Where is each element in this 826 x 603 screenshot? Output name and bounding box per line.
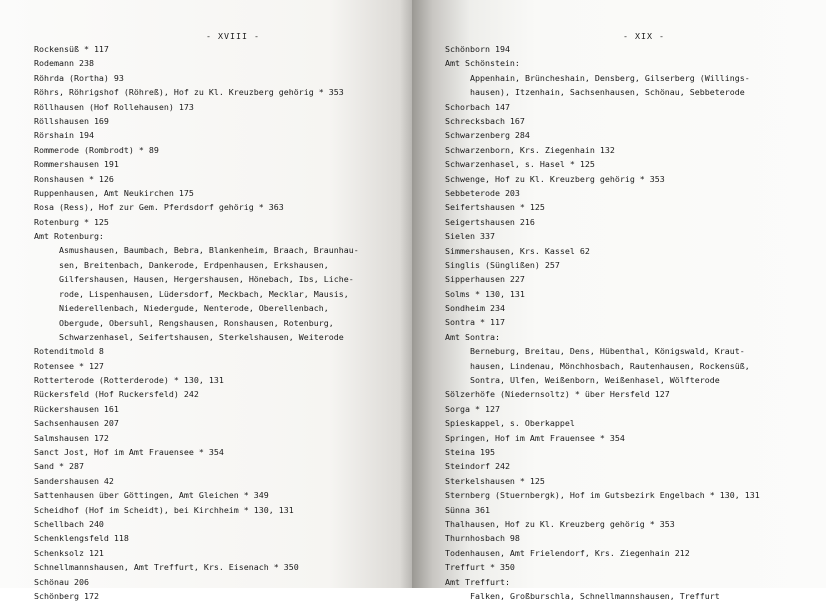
index-entry: Röllshausen 169: [34, 115, 109, 126]
index-entry: Ronshausen * 126: [34, 173, 114, 184]
index-entry: Solms * 130, 131: [445, 288, 525, 299]
index-entry: Sünna 361: [445, 504, 490, 515]
index-entry: Sternberg (Stuernbergk), Hof im Gutsbezirk Engelbach * 130, 131: [445, 490, 760, 501]
index-entry: Sontra * 117: [445, 317, 505, 328]
index-entry: Schwarzenberg 284: [445, 130, 530, 141]
index-entry: Schwarzenhasel, s. Hasel * 125: [445, 159, 595, 170]
district-heading: Amt Treffurt:: [445, 576, 510, 587]
member-line: Niederellenbach, Niedergude, Nenterode, Oberellenbach,: [59, 303, 329, 314]
index-entry: Rückersfeld (Hof Ruckersfeld) 242: [34, 389, 199, 400]
index-entry: Sanct Jost, Hof im Amt Frauensee * 354: [34, 447, 224, 458]
index-entry: Rückershausen 161: [34, 403, 119, 414]
member-line: hausen, Lindenau, Mönchhosbach, Rautenhausen, Rockensüß,: [470, 360, 750, 371]
index-entry: Seifertshausen * 125: [445, 202, 545, 213]
index-entry: Rörshain 194: [34, 130, 94, 141]
index-entry: Sondheim 234: [445, 303, 505, 314]
page-number: - XIX -: [623, 31, 665, 41]
member-line: Asmushausen, Baumbach, Bebra, Blankenheim, Braach, Braunhau-: [59, 245, 359, 256]
district-members: [445, 71, 800, 100]
index-entry: Salmshausen 172: [34, 432, 109, 443]
index-entry: Schwarzenborn, Krs. Ziegenhain 132: [445, 144, 615, 155]
index-entry: Todenhausen, Amt Frielendorf, Krs. Ziegenhain 212: [445, 547, 690, 558]
index-entry: Sölzerhöfe (Niedernsoltz) * über Hersfeld 127: [445, 389, 670, 400]
member-line: hausen), Itzenhain, Sachsenhausen, Schönau, Sebbeterode: [470, 87, 745, 98]
index-entry: Rosa (Ress), Hof zur Gem. Pferdsdorf gehörig * 363: [34, 202, 284, 213]
index-entry: Rotenburg * 125: [34, 216, 109, 227]
index-entry: Schönberg 172: [34, 590, 99, 601]
member-line: rode, Lispenhausen, Lüdersdorf, Meckbach, Mecklar, Mausis,: [59, 288, 349, 299]
page-number: - XVIII -: [206, 31, 260, 41]
index-entry: Sand * 287: [34, 461, 84, 472]
index-entry: Schorbach 147: [445, 101, 510, 112]
district-members: [34, 243, 389, 344]
index-entry: Rommershausen 191: [34, 159, 119, 170]
member-line: Gilfershausen, Hausen, Hergershausen, Hönebach, Ibs, Liche-: [59, 274, 354, 285]
index-entry: Sielen 337: [445, 231, 495, 242]
index-entry: Rommerode (Rombrodt) * 89: [34, 144, 159, 155]
index-entry: Sachsenhausen 207: [34, 418, 119, 429]
index-entry: Rotenditmold 8: [34, 346, 104, 357]
right-page: [412, 0, 826, 601]
index-entry: Singlis (Sünglißen) 257: [445, 259, 560, 270]
member-line: Obergude, Obersuhl, Rengshausen, Ronshausen, Rotenburg,: [59, 317, 334, 328]
district-heading: Amt Rotenburg:: [34, 231, 104, 242]
member-line: Appenhain, Brüncheshain, Densberg, Gilserberg (Willings-: [470, 72, 750, 83]
index-entry: Röhrda (Rortha) 93: [34, 72, 124, 83]
index-entry: Sebbeterode 203: [445, 187, 520, 198]
index-entry: Ruppenhausen, Amt Neukirchen 175: [34, 187, 194, 198]
index-entry: Rockensüß * 117: [34, 44, 109, 54]
index-entry: Seigertshausen 216: [445, 216, 535, 227]
member-line: Sontra, Ulfen, Weißenborn, Weißenhasel, Wölfterode: [470, 375, 720, 386]
index-entry: Sterkelshausen * 125: [445, 475, 545, 486]
index-entry: Steina 195: [445, 447, 495, 458]
index-entry: Sandershausen 42: [34, 475, 114, 486]
member-line: sen, Breitenbach, Dankerode, Erdpenhausen, Erkshausen,: [59, 259, 329, 270]
index-entry: Röhrs, Röhrigshof (Röhreß), Hof zu Kl. Kreuzberg gehörig * 353: [34, 87, 344, 98]
index-entry: Schönau 206: [34, 576, 89, 587]
index-entry: Schnellmannshausen, Amt Treffurt, Krs. Eisenach * 350: [34, 562, 299, 573]
index-entry: Schenksolz 121: [34, 547, 104, 558]
member-line: Falken, Großburschla, Schnellmannshausen, Treffurt: [470, 590, 720, 601]
index-entry: Röllhausen (Hof Rollehausen) 173: [34, 101, 194, 112]
index-entry: Schenklengsfeld 118: [34, 533, 129, 544]
index-entry: Rodemann 238: [34, 58, 94, 69]
member-line: Berneburg, Breitau, Dens, Hübenthal, Königswald, Kraut-: [470, 346, 745, 357]
index-entry: Springen, Hof im Amt Frauensee * 354: [445, 432, 625, 443]
index-entry: Sorga * 127: [445, 403, 500, 414]
index-entry: Sipperhausen 227: [445, 274, 525, 285]
index-entry: Thalhausen, Hof zu Kl. Kreuzberg gehörig * 353: [445, 518, 675, 529]
index-entry: Scheidhof (Hof im Scheidt), bei Kirchheim * 130, 131: [34, 504, 294, 515]
left-page: [0, 0, 412, 601]
district-members: [445, 589, 800, 603]
index-entry: Schönborn 194: [445, 44, 510, 54]
index-entry: Rotterterode (Rotterderode) * 130, 131: [34, 375, 224, 386]
index-entry: Thurnhosbach 98: [445, 533, 520, 544]
district-heading: Amt Sontra:: [445, 331, 500, 342]
district-members: [445, 344, 800, 387]
index-entry: Sattenhausen über Göttingen, Amt Gleichen * 349: [34, 490, 269, 501]
index-entry: Steindorf 242: [445, 461, 510, 472]
index-entry: Schrecksbach 167: [445, 115, 525, 126]
index-entry: Schwenge, Hof zu Kl. Kreuzberg gehörig * 353: [445, 173, 665, 184]
index-entry: Simmershausen, Krs. Kassel 62: [445, 245, 590, 256]
member-line: Schwarzenhasel, Seifertshausen, Sterkelshausen, Weiterode: [59, 331, 344, 342]
index-entry: Schellbach 240: [34, 519, 104, 529]
index-entry: Treffurt * 350: [445, 562, 515, 573]
index-entry: Spieskappel, s. Oberkappel: [445, 418, 575, 429]
district-heading: Amt Schönstein:: [445, 58, 520, 69]
index-entry: Rotensee * 127: [34, 360, 104, 371]
